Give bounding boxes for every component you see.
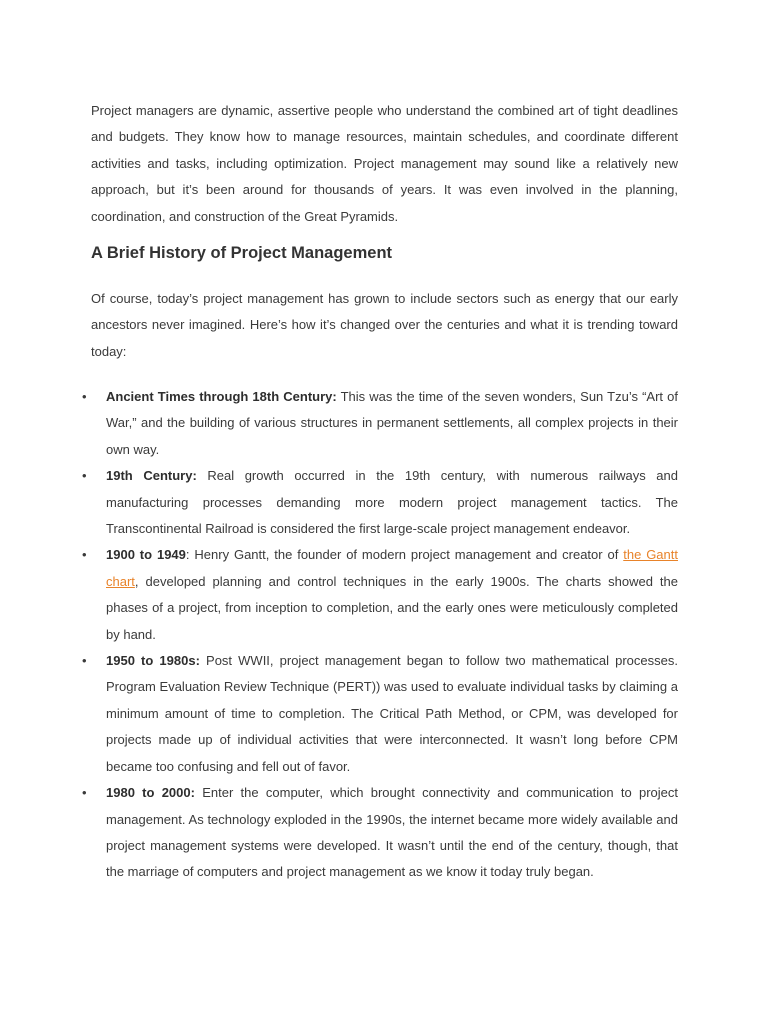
- history-item-1950-1980s: [82, 648, 678, 780]
- history-item-text: This was the time of the seven wonders, Sun Tzu’s “Art of War,” and the building of various structures in permanent settlements, all complex projects in their own way.: [106, 389, 678, 457]
- history-item-title: 19th Century:: [106, 468, 197, 484]
- bullet-icon: •: [82, 547, 87, 563]
- history-item-title: Ancient Times through 18th Century:: [106, 389, 337, 404]
- history-item-text: Post WWII, project management began to follow two mathematical processes. Program Evaluation Review Technique (PERT)) was used to evaluate individual tasks by claiming a minimum amount of time to completion. The Critical Path Method, or CPM, was developed for projects made up of individual activities that were interconnected. It wasn’t long before CPM became too confusing and fell out of favor.: [106, 653, 678, 774]
- history-item-title: 1980 to 2000:: [106, 785, 195, 801]
- history-item-text: Enter the computer, which brought connectivity and communication to project management. As technology exploded in the 1990s, the internet became more widely available and project management systems were developed. It wasn’t until the end of the century, though, that the marriage of computers and project management as we know it today truly began.: [106, 785, 678, 880]
- bullet-icon: •: [82, 653, 87, 669]
- history-item-title: 1950 to 1980s:: [106, 653, 200, 669]
- history-item-title: 1900 to 1949: [106, 547, 186, 563]
- bullet-icon: •: [82, 785, 87, 801]
- history-list: [82, 384, 678, 886]
- section-heading: A Brief History of Project Management: [91, 244, 393, 262]
- bullet-icon: •: [82, 389, 87, 404]
- history-item-ancient: [82, 384, 678, 463]
- history-item-19th-century: [82, 463, 678, 542]
- history-item-text-before-link: : Henry Gantt, the founder of modern project management and creator of: [185, 547, 624, 563]
- history-item-text-after-link: , developed planning and control techniques in the early 1900s. The charts showed the phases of a project, from inception to completion, and the early ones were meticulously completed by hand.: [106, 573, 678, 642]
- history-item-text: Real growth occurred in the 19th century, with numerous railways and manufacturing processes demanding more modern project management tactics. The Transcontinental Railroad is considered the first large-scale project management endeavor.: [106, 468, 678, 537]
- bullet-icon: •: [82, 468, 87, 484]
- history-item-1900-1949: [82, 542, 678, 648]
- gantt-chart-link[interactable]: the Gantt chart: [106, 547, 678, 589]
- history-item-1980-2000: [82, 780, 678, 886]
- section-lead-paragraph: Of course, today’s project management has grown to include sectors such as energy that our early ancestors never imagined. Here’s how it’s changed over the centuries and what it is trending toward today:: [91, 291, 678, 359]
- intro-paragraph: Project managers are dynamic, assertive people who understand the combined art of tight deadlines and budgets. They know how to manage resources, maintain schedules, and coordinate different activities and tasks, including optimization. Project management may sound like a relatively new approach, but it’s been around for thousands of years. It was even involved in the planning, coordination, and construction of the Great Pyramids.: [91, 103, 678, 224]
